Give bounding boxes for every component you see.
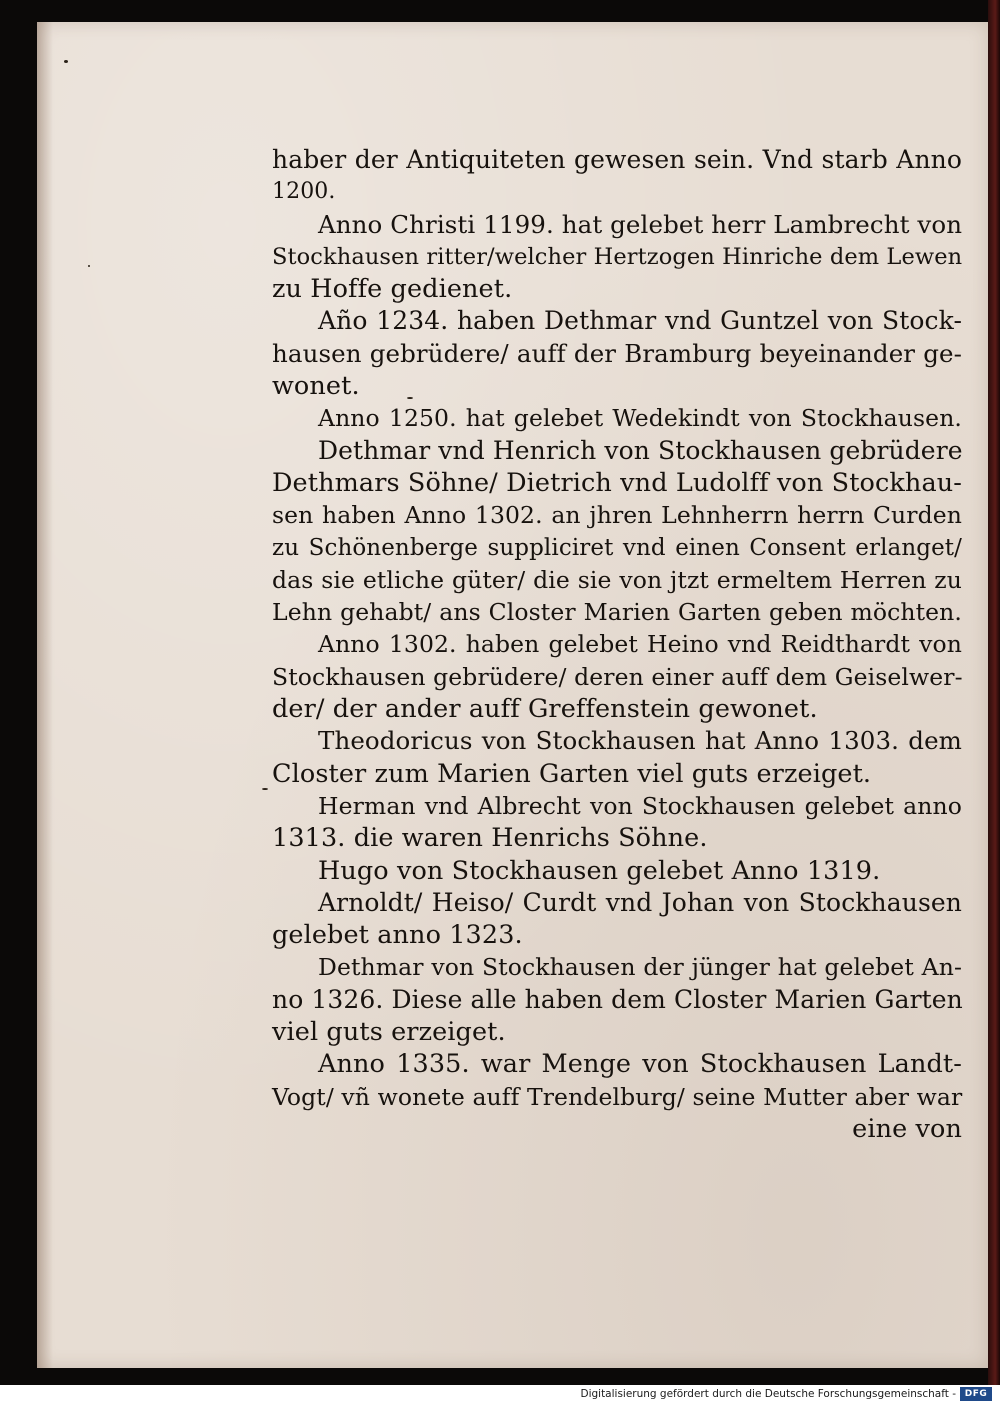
text-line: das sie etliche güter/ die sie von jtzt ermeltem Herren zu [272,565,962,594]
footer-bar [0,1385,1000,1404]
text-line: Año 1234. haben Dethmar vnd Guntzel von Stock- [318,306,962,336]
text-line: haber der Antiquiteten gewesen sein. Vnd starb Anno [272,145,962,174]
paper-speck [262,788,268,790]
document-body [272,144,962,1145]
paper-speck [64,60,68,63]
text-line: der/ der ander auff Greffenstein gewonet. [272,694,818,725]
text-line: Stockhausen ritter/welcher Hertzogen Hinriche dem Lewen [272,243,963,270]
text-line: hausen gebrüdere/ auff der Bramburg beyeinander ge- [272,338,962,368]
text-line: sen haben Anno 1302. an jhren Lehnherrn herrn Curden [272,501,962,530]
text-line: Anno 1302. haben gelebet Heino vnd Reidthardt von [318,630,962,659]
paper-speck [88,265,90,267]
text-line: Hugo von Stockhausen gelebet Anno 1319. [318,855,881,886]
text-line: Closter zum Marien Garten viel guts erzeiget. [272,758,872,789]
text-line: wonet. [272,371,360,402]
text-line: Theodoricus von Stockhausen hat Anno 1303. dem [318,726,962,756]
book-edge [988,0,1000,1385]
text-line: Dethmars Söhne/ Dietrich vnd Ludolff von Stockhau- [272,467,962,498]
text-line: Stockhausen gebrüdere/ deren einer auff dem Geiselwer- [272,662,963,691]
text-line: Dethmar vnd Henrich von Stockhausen gebrüdere [318,435,963,465]
text-line: Dethmar von Stockhausen der jünger hat gelebet An- [318,953,962,982]
text-line: zu Schönenberge suppliciret vnd einen Consent erlanget/ [272,534,962,561]
catchword: eine von [852,1113,962,1144]
text-line: 1200. [272,179,336,205]
text-line: Lehn gehabt/ ans Closter Marien Garten geben möchten. [272,598,962,627]
text-line: 1313. die waren Henrichs Söhne. [272,823,708,854]
text-line: Anno 1335. war Menge von Stockhausen Landt- [318,1049,962,1080]
text-line: Arnoldt/ Heiso/ Curdt vnd Johan von Stockhausen [318,887,962,917]
text-line: Anno 1250. hat gelebet Wedekindt von Stockhausen. [318,404,962,433]
text-line: gelebet anno 1323. [272,920,523,951]
text-line: zu Hoffe gedienet. [272,274,513,305]
text-line: Herman vnd Albrecht von Stockhausen gelebet anno [318,791,962,820]
text-line: Anno Christi 1199. hat gelebet herr Lambrecht von [318,209,963,239]
text-line: Vogt/ vñ wonete auff Trendelburg/ seine Mutter aber war [272,1082,963,1111]
page-gutter-shadow [37,22,53,1368]
text-line: viel guts erzeiget. [272,1017,506,1048]
funding-credit: Digitalisierung gefördert durch die Deutsche Forschungsgemeinschaft - [580,1388,956,1400]
text-line: no 1326. Diese alle haben dem Closter Marien Garten [272,984,963,1014]
dfg-logo: DFG [960,1387,992,1401]
